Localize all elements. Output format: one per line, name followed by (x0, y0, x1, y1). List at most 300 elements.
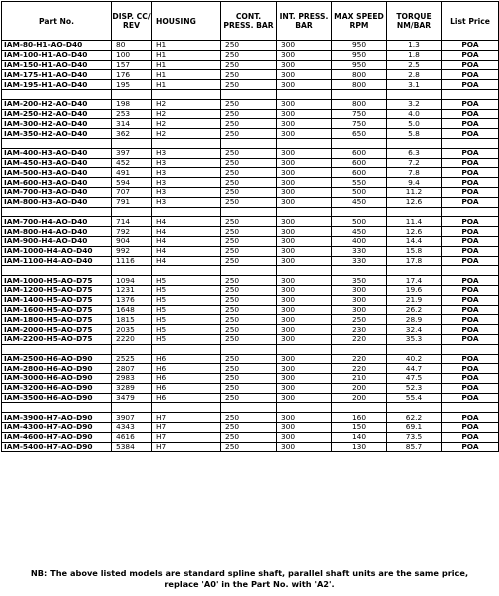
cell-max-speed: 500 (332, 217, 387, 227)
cell-list-price: POA (442, 383, 499, 393)
cell-cont-pressure: 250 (221, 295, 277, 305)
cell-part-no: IAM-1000-H5-AO-D75 (2, 276, 112, 286)
cell-housing: H1 (152, 80, 221, 90)
table-row (2, 423, 499, 433)
empty-cell (152, 207, 221, 217)
cell-max-speed: 800 (332, 99, 387, 109)
cell-list-price: POA (442, 80, 499, 90)
cell-int-pressure: 300 (277, 285, 332, 295)
cell-cont-pressure: 250 (221, 285, 277, 295)
cell-torque: 7.8 (387, 168, 442, 178)
cell-cont-pressure: 250 (221, 41, 277, 51)
empty-cell (112, 403, 152, 413)
table-row (2, 80, 499, 90)
motor-spec-table (1, 1, 499, 452)
cell-housing: H2 (152, 109, 221, 119)
cell-cont-pressure: 250 (221, 99, 277, 109)
empty-cell (221, 138, 277, 148)
cell-list-price: POA (442, 354, 499, 364)
cell-housing: H3 (152, 187, 221, 197)
table-row (2, 158, 499, 168)
empty-cell (152, 344, 221, 354)
empty-cell (387, 207, 442, 217)
cell-list-price: POA (442, 442, 499, 452)
cell-displacement: 2220 (112, 334, 152, 344)
cell-max-speed: 210 (332, 374, 387, 384)
cell-max-speed: 150 (332, 423, 387, 433)
cell-part-no: IAM-1400-H5-AO-D75 (2, 295, 112, 305)
cell-cont-pressure: 250 (221, 354, 277, 364)
cell-displacement: 157 (112, 60, 152, 70)
table-header (2, 2, 499, 41)
cell-max-speed: 200 (332, 383, 387, 393)
table-row (2, 187, 499, 197)
cell-housing: H5 (152, 276, 221, 286)
cell-displacement: 2807 (112, 364, 152, 374)
table-row (2, 236, 499, 246)
table-body (2, 41, 499, 452)
cell-max-speed: 950 (332, 50, 387, 60)
cell-housing: H3 (152, 158, 221, 168)
cell-cont-pressure: 250 (221, 148, 277, 158)
cell-cont-pressure: 250 (221, 334, 277, 344)
cell-cont-pressure: 250 (221, 325, 277, 335)
cell-cont-pressure: 250 (221, 442, 277, 452)
empty-cell (2, 207, 112, 217)
header-torque: TORQUE NM/BAR (387, 2, 442, 41)
cell-max-speed: 450 (332, 227, 387, 237)
empty-cell (221, 403, 277, 413)
cell-displacement: 3289 (112, 383, 152, 393)
cell-cont-pressure: 250 (221, 227, 277, 237)
empty-cell (221, 207, 277, 217)
cell-int-pressure: 300 (277, 442, 332, 452)
cell-cont-pressure: 250 (221, 217, 277, 227)
cell-int-pressure: 300 (277, 187, 332, 197)
cell-torque: 40.2 (387, 354, 442, 364)
empty-cell (2, 403, 112, 413)
cell-part-no: IAM-2200-H5-AO-D75 (2, 334, 112, 344)
cell-int-pressure: 300 (277, 41, 332, 51)
cell-part-no: IAM-4600-H7-AO-D90 (2, 432, 112, 442)
cell-housing: H5 (152, 285, 221, 295)
cell-displacement: 3479 (112, 393, 152, 403)
cell-displacement: 594 (112, 178, 152, 188)
cell-cont-pressure: 250 (221, 109, 277, 119)
cell-list-price: POA (442, 99, 499, 109)
cell-torque: 9.4 (387, 178, 442, 188)
cell-part-no: IAM-150-H1-AO-D40 (2, 60, 112, 70)
cell-displacement: 4343 (112, 423, 152, 433)
cell-housing: H5 (152, 325, 221, 335)
cell-torque: 3.2 (387, 99, 442, 109)
cell-part-no: IAM-800-H4-AO-D40 (2, 227, 112, 237)
empty-cell (442, 207, 499, 217)
cell-int-pressure: 300 (277, 178, 332, 188)
empty-cell (332, 89, 387, 99)
table-row (2, 305, 499, 315)
empty-cell (221, 344, 277, 354)
cell-displacement: 80 (112, 41, 152, 51)
cell-displacement: 4616 (112, 432, 152, 442)
group-separator-row (2, 89, 499, 99)
cell-housing: H3 (152, 168, 221, 178)
cell-max-speed: 130 (332, 442, 387, 452)
table-row (2, 295, 499, 305)
empty-cell (332, 207, 387, 217)
cell-int-pressure: 300 (277, 168, 332, 178)
cell-max-speed: 400 (332, 236, 387, 246)
cell-torque: 26.2 (387, 305, 442, 315)
cell-list-price: POA (442, 109, 499, 119)
table-row (2, 178, 499, 188)
empty-cell (387, 138, 442, 148)
empty-cell (152, 403, 221, 413)
table-row (2, 442, 499, 452)
empty-cell (277, 403, 332, 413)
cell-torque: 1.3 (387, 41, 442, 51)
table-row (2, 315, 499, 325)
cell-cont-pressure: 250 (221, 80, 277, 90)
cell-torque: 5.0 (387, 119, 442, 129)
cell-list-price: POA (442, 129, 499, 139)
cell-housing: H4 (152, 236, 221, 246)
cell-list-price: POA (442, 276, 499, 286)
cell-displacement: 1648 (112, 305, 152, 315)
cell-list-price: POA (442, 393, 499, 403)
empty-cell (2, 344, 112, 354)
cell-list-price: POA (442, 423, 499, 433)
cell-cont-pressure: 250 (221, 178, 277, 188)
table-row (2, 99, 499, 109)
cell-int-pressure: 300 (277, 129, 332, 139)
cell-part-no: IAM-175-H1-AO-D40 (2, 70, 112, 80)
cell-cont-pressure: 250 (221, 236, 277, 246)
cell-max-speed: 200 (332, 393, 387, 403)
empty-cell (442, 89, 499, 99)
empty-cell (2, 138, 112, 148)
cell-max-speed: 140 (332, 432, 387, 442)
footnote-line-1: NB: The above listed models are standard spline shaft, parallel shaft units are the same price, (30, 568, 469, 578)
cell-max-speed: 300 (332, 295, 387, 305)
cell-housing: H6 (152, 383, 221, 393)
cell-max-speed: 330 (332, 246, 387, 256)
empty-cell (387, 344, 442, 354)
cell-part-no: IAM-100-H1-AO-D40 (2, 50, 112, 60)
cell-torque: 85.7 (387, 442, 442, 452)
cell-housing: H7 (152, 442, 221, 452)
cell-housing: H4 (152, 227, 221, 237)
table-row (2, 285, 499, 295)
cell-max-speed: 220 (332, 364, 387, 374)
cell-displacement: 714 (112, 217, 152, 227)
cell-cont-pressure: 250 (221, 374, 277, 384)
cell-housing: H3 (152, 148, 221, 158)
cell-cont-pressure: 250 (221, 305, 277, 315)
cell-housing: H4 (152, 246, 221, 256)
empty-cell (112, 207, 152, 217)
cell-housing: H7 (152, 432, 221, 442)
cell-int-pressure: 300 (277, 325, 332, 335)
cell-list-price: POA (442, 70, 499, 80)
cell-displacement: 5384 (112, 442, 152, 452)
table-row (2, 276, 499, 286)
cell-list-price: POA (442, 197, 499, 207)
cell-part-no: IAM-200-H2-AO-D40 (2, 99, 112, 109)
empty-cell (332, 344, 387, 354)
cell-list-price: POA (442, 168, 499, 178)
cell-max-speed: 600 (332, 168, 387, 178)
header-max-speed: MAX SPEED RPM (332, 2, 387, 41)
cell-int-pressure: 300 (277, 334, 332, 344)
cell-torque: 17.4 (387, 276, 442, 286)
cell-int-pressure: 300 (277, 148, 332, 158)
cell-torque: 11.4 (387, 217, 442, 227)
empty-cell (277, 138, 332, 148)
cell-max-speed: 800 (332, 70, 387, 80)
cell-list-price: POA (442, 158, 499, 168)
header-cont-pressure: CONT. PRESS. BAR (221, 2, 277, 41)
cell-part-no: IAM-3500-H6-AO-D90 (2, 393, 112, 403)
cell-displacement: 2525 (112, 354, 152, 364)
header-part-no: Part No. (2, 2, 112, 41)
cell-int-pressure: 300 (277, 99, 332, 109)
group-separator-row (2, 207, 499, 217)
cell-part-no: IAM-500-H3-AO-D40 (2, 168, 112, 178)
cell-int-pressure: 300 (277, 236, 332, 246)
empty-cell (152, 266, 221, 276)
cell-max-speed: 220 (332, 354, 387, 364)
table-row (2, 227, 499, 237)
cell-torque: 15.8 (387, 246, 442, 256)
cell-max-speed: 800 (332, 80, 387, 90)
cell-part-no: IAM-1100-H4-AO-D40 (2, 256, 112, 266)
cell-torque: 17.8 (387, 256, 442, 266)
cell-displacement: 195 (112, 80, 152, 90)
cell-max-speed: 650 (332, 129, 387, 139)
cell-list-price: POA (442, 364, 499, 374)
cell-displacement: 792 (112, 227, 152, 237)
cell-int-pressure: 300 (277, 50, 332, 60)
empty-cell (112, 344, 152, 354)
cell-max-speed: 750 (332, 119, 387, 129)
empty-cell (152, 89, 221, 99)
cell-int-pressure: 300 (277, 413, 332, 423)
cell-max-speed: 300 (332, 285, 387, 295)
cell-int-pressure: 300 (277, 227, 332, 237)
cell-part-no: IAM-600-H3-AO-D40 (2, 178, 112, 188)
group-separator-row (2, 266, 499, 276)
cell-cont-pressure: 250 (221, 50, 277, 60)
cell-cont-pressure: 250 (221, 315, 277, 325)
cell-cont-pressure: 250 (221, 168, 277, 178)
table-row (2, 256, 499, 266)
cell-list-price: POA (442, 374, 499, 384)
table-row (2, 325, 499, 335)
empty-cell (332, 138, 387, 148)
cell-housing: H6 (152, 364, 221, 374)
cell-part-no: IAM-700-H4-AO-D40 (2, 217, 112, 227)
table-row (2, 119, 499, 129)
cell-part-no: IAM-1200-H5-AO-D75 (2, 285, 112, 295)
empty-cell (277, 344, 332, 354)
group-separator-row (2, 138, 499, 148)
table-row (2, 374, 499, 384)
cell-list-price: POA (442, 305, 499, 315)
cell-max-speed: 160 (332, 413, 387, 423)
cell-part-no: IAM-350-H2-AO-D40 (2, 129, 112, 139)
cell-housing: H6 (152, 374, 221, 384)
cell-torque: 11.2 (387, 187, 442, 197)
group-separator-row (2, 344, 499, 354)
cell-torque: 14.4 (387, 236, 442, 246)
cell-housing: H6 (152, 354, 221, 364)
empty-cell (112, 89, 152, 99)
cell-int-pressure: 300 (277, 246, 332, 256)
cell-int-pressure: 300 (277, 80, 332, 90)
cell-torque: 35.3 (387, 334, 442, 344)
cell-int-pressure: 300 (277, 217, 332, 227)
cell-list-price: POA (442, 178, 499, 188)
empty-cell (112, 266, 152, 276)
cell-housing: H4 (152, 217, 221, 227)
empty-cell (152, 138, 221, 148)
cell-displacement: 253 (112, 109, 152, 119)
cell-displacement: 992 (112, 246, 152, 256)
cell-torque: 28.9 (387, 315, 442, 325)
table-row (2, 129, 499, 139)
cell-int-pressure: 300 (277, 276, 332, 286)
empty-cell (221, 266, 277, 276)
cell-max-speed: 450 (332, 197, 387, 207)
empty-cell (2, 266, 112, 276)
table-row (2, 197, 499, 207)
cell-torque: 73.5 (387, 432, 442, 442)
cell-cont-pressure: 250 (221, 158, 277, 168)
cell-displacement: 707 (112, 187, 152, 197)
cell-list-price: POA (442, 119, 499, 129)
cell-housing: H7 (152, 413, 221, 423)
cell-cont-pressure: 250 (221, 393, 277, 403)
cell-max-speed: 250 (332, 315, 387, 325)
cell-list-price: POA (442, 285, 499, 295)
cell-cont-pressure: 250 (221, 129, 277, 139)
empty-cell (2, 89, 112, 99)
cell-list-price: POA (442, 315, 499, 325)
cell-housing: H5 (152, 295, 221, 305)
cell-part-no: IAM-195-H1-AO-D40 (2, 80, 112, 90)
table-row (2, 413, 499, 423)
cell-list-price: POA (442, 256, 499, 266)
cell-torque: 1.8 (387, 50, 442, 60)
cell-displacement: 2035 (112, 325, 152, 335)
cell-displacement: 1376 (112, 295, 152, 305)
table-row (2, 50, 499, 60)
cell-housing: H2 (152, 99, 221, 109)
cell-torque: 21.9 (387, 295, 442, 305)
empty-cell (442, 266, 499, 276)
table-row (2, 217, 499, 227)
cell-torque: 2.8 (387, 70, 442, 80)
empty-cell (277, 207, 332, 217)
cell-max-speed: 950 (332, 60, 387, 70)
cell-max-speed: 550 (332, 178, 387, 188)
cell-displacement: 904 (112, 236, 152, 246)
header-displacement: DISP. CC/ REV (112, 2, 152, 41)
empty-cell (442, 403, 499, 413)
cell-cont-pressure: 250 (221, 187, 277, 197)
cell-part-no: IAM-400-H3-AO-D40 (2, 148, 112, 158)
table-row (2, 364, 499, 374)
cell-cont-pressure: 250 (221, 60, 277, 70)
cell-int-pressure: 300 (277, 109, 332, 119)
cell-torque: 2.5 (387, 60, 442, 70)
header-int-pressure: INT. PRESS. BAR (277, 2, 332, 41)
cell-displacement: 1231 (112, 285, 152, 295)
cell-cont-pressure: 250 (221, 383, 277, 393)
cell-list-price: POA (442, 41, 499, 51)
cell-max-speed: 600 (332, 158, 387, 168)
cell-housing: H5 (152, 315, 221, 325)
cell-torque: 12.6 (387, 227, 442, 237)
cell-torque: 12.6 (387, 197, 442, 207)
cell-int-pressure: 300 (277, 158, 332, 168)
cell-max-speed: 500 (332, 187, 387, 197)
cell-part-no: IAM-1800-H5-AO-D75 (2, 315, 112, 325)
cell-int-pressure: 300 (277, 60, 332, 70)
cell-displacement: 1094 (112, 276, 152, 286)
cell-int-pressure: 300 (277, 295, 332, 305)
cell-list-price: POA (442, 60, 499, 70)
table-row (2, 393, 499, 403)
cell-torque: 47.5 (387, 374, 442, 384)
cell-int-pressure: 300 (277, 197, 332, 207)
cell-part-no: IAM-80-H1-AO-D40 (2, 41, 112, 51)
cell-cont-pressure: 250 (221, 413, 277, 423)
table-row (2, 109, 499, 119)
cell-part-no: IAM-4300-H7-AO-D90 (2, 423, 112, 433)
cell-housing: H3 (152, 197, 221, 207)
cell-part-no: IAM-2800-H6-AO-D90 (2, 364, 112, 374)
cell-cont-pressure: 250 (221, 432, 277, 442)
cell-housing: H6 (152, 393, 221, 403)
footnote-line-2: replace 'A0' in the Part No. with 'A2'. (164, 579, 335, 589)
cell-max-speed: 350 (332, 276, 387, 286)
cell-displacement: 1116 (112, 256, 152, 266)
table-row (2, 60, 499, 70)
cell-int-pressure: 300 (277, 432, 332, 442)
cell-int-pressure: 300 (277, 393, 332, 403)
empty-cell (112, 138, 152, 148)
cell-list-price: POA (442, 325, 499, 335)
empty-cell (387, 266, 442, 276)
cell-housing: H1 (152, 70, 221, 80)
cell-displacement: 1815 (112, 315, 152, 325)
cell-list-price: POA (442, 334, 499, 344)
cell-housing: H4 (152, 256, 221, 266)
cell-int-pressure: 300 (277, 423, 332, 433)
cell-torque: 62.2 (387, 413, 442, 423)
table-row (2, 168, 499, 178)
cell-part-no: IAM-450-H3-AO-D40 (2, 158, 112, 168)
cell-list-price: POA (442, 236, 499, 246)
empty-cell (442, 138, 499, 148)
table-row (2, 383, 499, 393)
table-row (2, 432, 499, 442)
table-row (2, 41, 499, 51)
cell-part-no: IAM-1600-H5-AO-D75 (2, 305, 112, 315)
cell-cont-pressure: 250 (221, 276, 277, 286)
